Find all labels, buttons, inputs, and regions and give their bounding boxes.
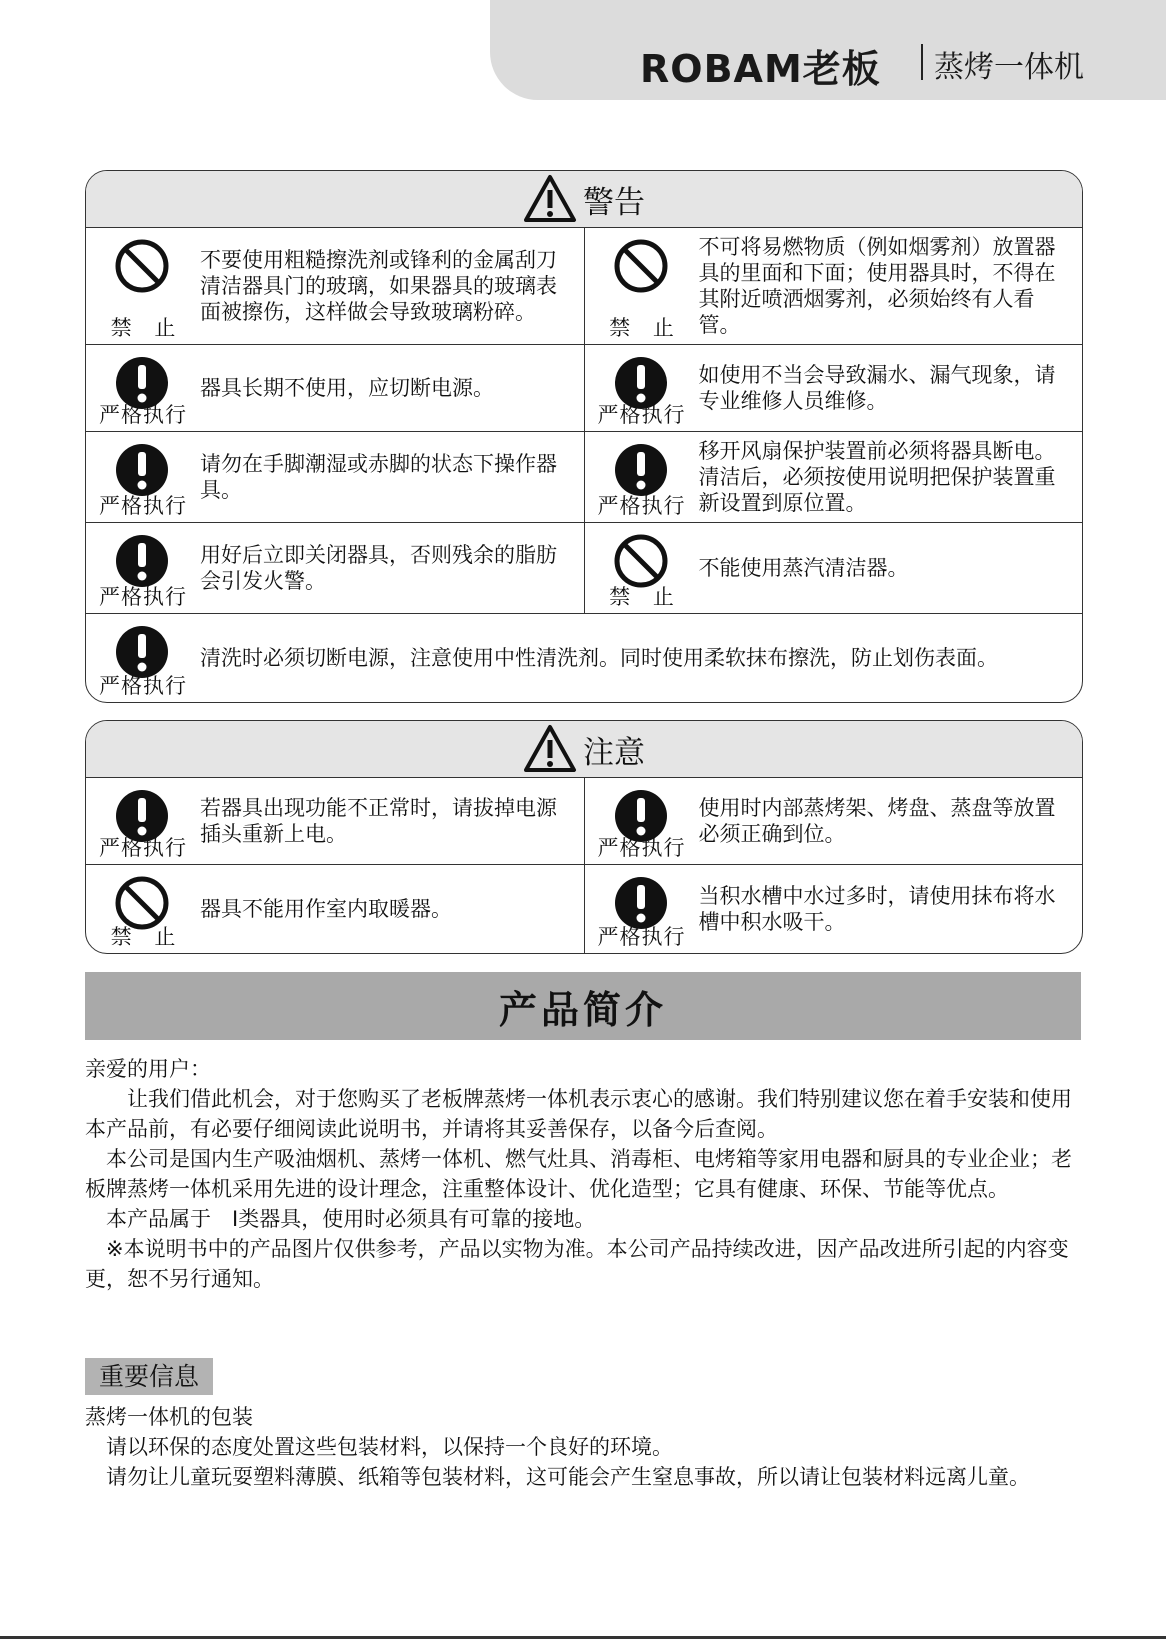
packaging-subtitle: 蒸烤一体机的包装: [85, 1405, 253, 1429]
symbol-label: 严格执行: [99, 403, 187, 427]
item-text: 当积水槽中水过多时，请使用抹布将水槽中积水吸干。: [698, 884, 1056, 934]
item-text: 用好后立即关闭器具，否则残余的脂肪会引发火警。: [200, 543, 557, 593]
caution-item: [584, 865, 1083, 953]
warning-item: [86, 345, 584, 431]
greeting: 亲爱的用户：: [85, 1057, 211, 1081]
symbol-label: 严格执行: [99, 585, 187, 609]
symbol-block: [585, 345, 699, 431]
warning-item: [584, 228, 1083, 344]
symbol-block: [585, 865, 699, 953]
warning-row: [86, 432, 1082, 523]
caution-header: [86, 721, 1082, 778]
item-text: 移开风扇保护装置前必须将器具断电。清洁后，必须按使用说明把保护装置重新设置到原位置。: [698, 439, 1056, 515]
caution-item: [86, 865, 584, 953]
item-text: 不要使用粗糙擦洗剂或锋利的金属刮刀清洁器具门的玻璃，如果器具的玻璃表面被擦伤，这样做会导致玻璃粉碎。: [200, 248, 557, 324]
caution-triangle-icon: [523, 724, 577, 774]
symbol-label: 禁 止: [110, 925, 184, 949]
intro-paragraph: 本产品属于 Ⅰ类器具，使用时必须具有可靠的接地。: [85, 1207, 596, 1231]
intro-text: [85, 1054, 1085, 1294]
item-text: 不可将易燃物质（例如烟雾剂）放置器具的里面和下面；使用器具时，不得在其附近喷洒烟雾剂，必须始终有人看管。: [698, 235, 1056, 337]
symbol-label: 严格执行: [99, 494, 187, 518]
packaging-line: 请勿让儿童玩耍塑料薄膜、纸箱等包装材料，这可能会产生窒息事故，所以请让包装材料远离儿童。: [85, 1465, 1030, 1489]
symbol-label: 禁 止: [609, 316, 682, 340]
symbol-block: [585, 523, 699, 613]
warning-item: [86, 432, 584, 522]
warning-table: [85, 170, 1083, 703]
product-name: 蒸烤一体机: [934, 50, 1084, 85]
symbol-label: 禁 止: [609, 585, 682, 609]
warning-row: [86, 523, 1082, 614]
symbol-block: [86, 432, 200, 522]
caution-item: [86, 778, 584, 864]
symbol-label: 禁 止: [110, 316, 184, 340]
caution-title: 注意: [583, 734, 645, 771]
symbol-block: [585, 778, 699, 864]
item-text: 使用时内部蒸烤架、烤盘、蒸盘等放置必须正确到位。: [698, 796, 1056, 846]
warning-row: [86, 614, 1082, 702]
item-text: 器具长期不使用，应切断电源。: [200, 376, 494, 400]
header-tab: [490, 0, 1166, 100]
intro-paragraph: ※本说明书中的产品图片仅供参考，产品以实物为准。本公司产品持续改进，因产品改进所引起的内容变更，恕不另行通知。: [85, 1237, 1069, 1291]
warning-item: [86, 614, 1082, 702]
symbol-label: 严格执行: [597, 925, 686, 949]
symbol-label: 严格执行: [597, 836, 686, 860]
item-text: 不能使用蒸汽清洁器。: [698, 556, 909, 580]
symbol-block: [86, 345, 200, 431]
symbol-label: 严格执行: [597, 494, 686, 518]
item-text: 器具不能用作室内取暖器。: [200, 897, 452, 921]
prohibit-icon: [613, 238, 669, 294]
symbol-block: [585, 228, 699, 344]
brand-logo: ROBAM老板: [640, 47, 881, 91]
warning-item: [584, 432, 1083, 522]
warning-header: [86, 171, 1082, 228]
symbol-label: 严格执行: [99, 674, 187, 698]
symbol-label: 严格执行: [597, 403, 686, 427]
product-intro-title: 产品简介: [498, 987, 667, 1032]
item-text: 请勿在手脚潮湿或赤脚的状态下操作器具。: [200, 452, 557, 502]
item-text: 清洗时必须切断电源，注意使用中性清洗剂。同时使用柔软抹布擦洗，防止划伤表面。: [200, 646, 998, 670]
item-text: 如使用不当会导致漏水、漏气现象，请专业维修人员维修。: [698, 363, 1056, 413]
warning-row: [86, 345, 1082, 432]
prohibit-icon: [114, 238, 170, 294]
warning-title: 警告: [583, 184, 645, 221]
warning-item: [584, 523, 1083, 613]
warning-triangle-icon: [523, 174, 577, 224]
item-text: 若器具出现功能不正常时，请拔掉电源插头重新上电。: [200, 796, 557, 846]
symbol-label: 严格执行: [99, 836, 187, 860]
caution-row: [86, 778, 1082, 865]
symbol-block: [86, 778, 200, 864]
symbol-block: [86, 228, 200, 344]
caution-table: [85, 720, 1083, 954]
warning-item: [86, 523, 584, 613]
important-info-tag: 重要信息: [85, 1358, 213, 1395]
warning-item: [584, 345, 1083, 431]
symbol-block: [86, 523, 200, 613]
caution-item: [584, 778, 1083, 864]
symbol-block: [86, 865, 200, 953]
caution-row: [86, 865, 1082, 953]
warning-row: [86, 228, 1082, 345]
brand-divider: [921, 44, 923, 80]
packaging-text: [85, 1402, 1085, 1492]
intro-paragraph: 让我们借此机会，对于您购买了老板牌蒸烤一体机表示衷心的感谢。我们特别建议您在着手安装和使用本产品前，有必要仔细阅读此说明书，并请将其妥善保存，以备今后查阅。: [85, 1087, 1072, 1141]
packaging-line: 请以环保的态度处置这些包装材料，以保持一个良好的环境。: [85, 1435, 673, 1459]
symbol-block: [585, 432, 699, 522]
warning-item: [86, 228, 584, 344]
intro-paragraph: 本公司是国内生产吸油烟机、蒸烤一体机、燃气灶具、消毒柜、电烤箱等家用电器和厨具的专业企业；老板牌蒸烤一体机采用先进的设计理念，注重整体设计、优化造型；它具有健康、环保、节能等优点。: [85, 1147, 1072, 1201]
product-intro-band: [85, 972, 1081, 1040]
symbol-block: [86, 614, 200, 702]
